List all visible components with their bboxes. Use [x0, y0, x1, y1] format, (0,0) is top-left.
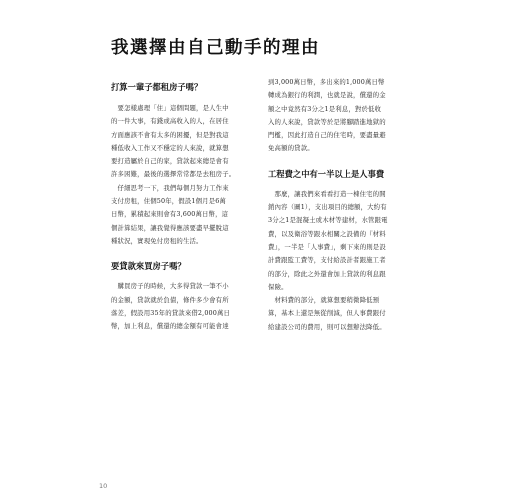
page-title: 我選擇由自己動手的理由	[111, 38, 320, 58]
text-line: 幣，加上利息，償還的總金額有可能會達	[111, 322, 229, 331]
text-line: 銷內容（圖1），支出項目的總額，大約有	[268, 203, 387, 212]
text-line: 落差，假設用35年的貸款來借2,000萬日	[111, 308, 231, 317]
text-line: 給建設公司的費用，則可以想辦法降低。	[268, 322, 386, 331]
text-line: 購買房子的時候，大多得貸款一筆不小	[111, 282, 229, 291]
paragraph	[268, 294, 414, 334]
text-line: 算，基本上還是無從削減，但人事費跟付	[268, 309, 386, 318]
text-line: 額之中竟然有3分之1是利息，對於低收	[268, 104, 382, 113]
paragraph	[111, 280, 257, 333]
text-line: 材料費的部分，就算想要稍微降低預	[268, 296, 380, 305]
text-line: 支付房租，住個50年，假設1個月是6萬	[111, 197, 226, 206]
paragraph	[268, 76, 414, 156]
paragraph	[111, 182, 257, 248]
text-line: 免高額的貸款。	[268, 144, 314, 153]
text-line: 那麼，讓我們來看看打造一棟住宅的開	[268, 189, 386, 198]
section-heading-renting: 打算一輩子都租房子嗎？	[111, 82, 203, 92]
text-line: 3分之1是混凝土或木材等建材，水管跟電	[268, 216, 388, 225]
text-line: 費』，一半是「人事費」，剩下來的則是設	[268, 242, 386, 251]
text-line: 方面應該不會有太多的困擾，但是對我這	[111, 130, 229, 139]
section-heading-labor-cost: 工程費之中有一半以上是人事費	[268, 168, 385, 179]
text-line: 要怎樣處理「住」這個問題，是人生中	[111, 104, 229, 112]
right-column	[268, 76, 414, 334]
paragraph	[111, 102, 257, 182]
text-line: 門檻，因此打造自己的住宅時，要盡量避	[268, 131, 386, 140]
text-line: 的一件大事，有錢或高收入的人，在居住	[111, 117, 229, 126]
text-line: 種低收入工作又不穩定的人來說，就算想	[111, 143, 229, 152]
text-line: 費，以及衛浴等跟水相關之設備的『材料	[268, 229, 386, 238]
text-line: 許多困難，最後的選擇常常都是去租房子。	[111, 170, 236, 179]
section-heading-loan: 要貸款來買房子嗎？	[111, 261, 186, 272]
page-number: 10	[99, 482, 108, 490]
text-line: 仔細思考一下，我們每個月努力工作來	[111, 183, 229, 192]
text-line: 的部分，除此之外還會加上貸款的利息跟	[268, 269, 386, 278]
text-line: 要打造屬於自己的家，貸款起來總是會有	[111, 157, 229, 166]
text-line: 轉成為銀行的利潤，也就是說，償還的金	[268, 91, 386, 100]
text-line: 的金額，貸款就於負債，條件多少會有所	[111, 295, 229, 304]
text-line: 個計算結果，讓我覺得應該要盡早擺脫這	[111, 223, 229, 232]
left-column	[111, 76, 257, 333]
text-line: 到3,000萬日幣，多出來的1,000萬日幣	[268, 78, 385, 86]
paragraph	[268, 188, 414, 294]
text-line: 入的人來說，貸款等於是將腳踏進地獄的	[268, 117, 386, 126]
text-line: 日幣，累積起來則會有3,600萬日幣，這	[111, 210, 229, 219]
text-line: 保險。	[268, 282, 288, 291]
text-line: 計費跟監工費等，支付給設計者跟施工者	[268, 256, 386, 265]
text-line: 種狀況，實現免付房租的生活。	[111, 236, 203, 245]
